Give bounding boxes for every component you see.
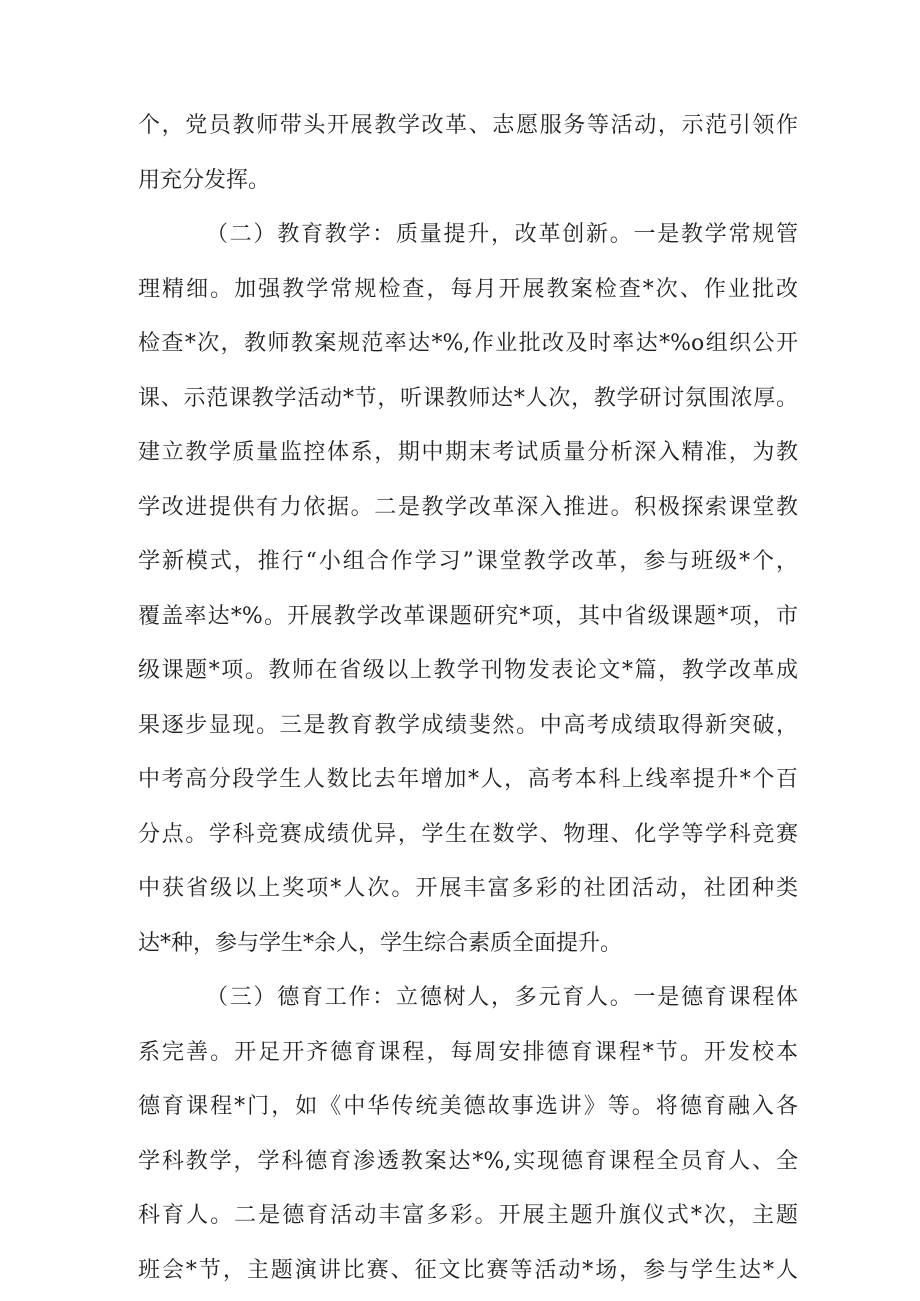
text-line-13: 中考高分段学生人数比去年增加*人，高考本科上线率提升*个百: [138, 767, 798, 792]
text-line-9: 学新模式，推行“小组合作学习”课堂教学改革，参与班级*个，: [138, 549, 798, 574]
text-line-4: 理精细。加强教学常规检查，每月开展教案检查*次、作业批改: [138, 277, 798, 302]
text-line-1: 个，党员教师带头开展教学改革、志愿服务等活动，示范引领作: [138, 113, 798, 138]
text-line-3-section-heading: （二）教育教学：质量提升，改革创新。一是教学常规管: [206, 222, 798, 247]
text-line-20: 学科教学，学科德育渗透教案达*%,实现德育课程全员育人、全: [138, 1149, 798, 1174]
text-line-7: 建立教学质量监控体系，期中期末考试质量分析深入精准，为教: [138, 440, 798, 465]
text-line-6: 课、示范课教学活动*节，听课教师达*人次，教学研讨氛围浓厚。: [138, 386, 798, 411]
text-line-8: 学改进提供有力依据。二是教学改革深入推进。积极探索课堂教: [138, 495, 798, 520]
text-line-10: 覆盖率达*%。开展教学改革课题研究*项，其中省级课题*项，市: [138, 604, 798, 629]
text-line-19: 德育课程*门，如《中华传统美德故事选讲》等。将德育融入各: [138, 1094, 798, 1119]
text-line-14: 分点。学科竞赛成绩优异，学生在数学、物理、化学等学科竞赛: [138, 822, 798, 847]
text-line-21: 科育人。二是德育活动丰富多彩。开展主题升旗仪式*次，主题: [138, 1203, 798, 1228]
text-line-18: 系完善。开足开齐德育课程，每周安排德育课程*节。开发校本: [138, 1040, 798, 1065]
text-line-17-section-heading: （三）德育工作：立德树人，多元育人。一是德育课程体: [206, 985, 798, 1010]
text-line-11: 级课题*项。教师在省级以上教学刊物发表论文*篇，教学改革成: [138, 658, 798, 683]
text-line-22: 班会*节，主题演讲比赛、征文比赛等活动*场，参与学生达*人: [138, 1258, 798, 1283]
text-line-2: 用充分发挥。: [138, 168, 271, 193]
text-line-16: 达*种，参与学生*余人，学生综合素质全面提升。: [138, 931, 623, 956]
text-line-12: 果逐步显现。三是教育教学成绩斐然。中高考成绩取得新突破，: [138, 713, 798, 738]
text-line-5: 检查*次，教师教案规范率达*%,作业批改及时率达*%o组织公开: [138, 331, 798, 356]
text-line-15: 中获省级以上奖项*人次。开展丰富多彩的社团活动，社团种类: [138, 876, 798, 901]
